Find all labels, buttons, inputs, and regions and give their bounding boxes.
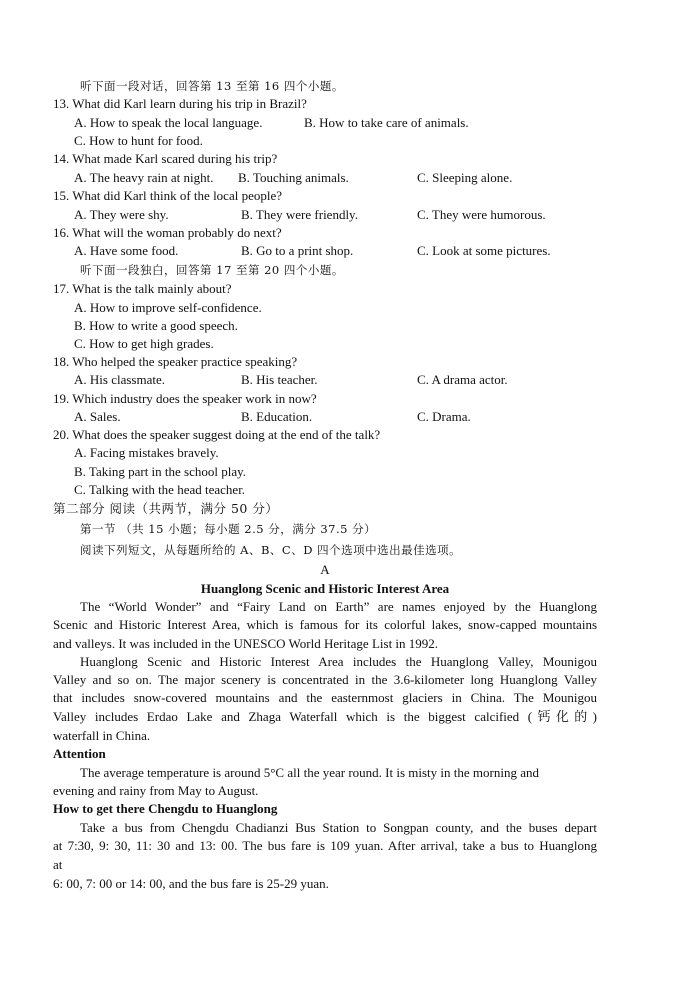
para2-line-4: Valley includes Erdao Lake and Zhaga Waterfall which is the biggest calcified (钙化的) — [53, 709, 597, 724]
attention-heading: Attention — [53, 746, 106, 761]
passage-letter: A — [320, 562, 330, 577]
question-17-option-c: C. How to get high grades. — [74, 336, 214, 351]
question-13-option-a: A. How to speak the local language. — [74, 115, 263, 130]
route-line-2: at 7:30, 9: 30, 11: 30 and 13: 00. The bus fare is 109 yuan. After arrival, take a bus to Huanglong — [53, 838, 597, 853]
question-14-stem: 14. What made Karl scared during his trip? — [53, 151, 278, 166]
question-19-option-b: B. Education. — [241, 409, 313, 424]
question-15-stem: 15. What did Karl think of the local people? — [53, 188, 282, 203]
question-20-option-a: A. Facing mistakes bravely. — [74, 445, 219, 460]
question-19-option-c: C. Drama. — [417, 409, 471, 424]
question-19-stem: 19. Which industry does the speaker work in now? — [53, 391, 317, 406]
route-heading: How to get there Chengdu to Huanglong — [53, 801, 278, 816]
question-20-option-b: B. Taking part in the school play. — [74, 464, 247, 479]
para2-line-2: Valley and so on. The major scenery is concentrated in the 3.6-kilometer long Huanglong Valley — [53, 672, 597, 687]
question-16-option-c: C. Look at some pictures. — [417, 243, 551, 258]
question-16-stem: 16. What will the woman probably do next? — [53, 225, 282, 240]
question-14-option-a: A. The heavy rain at night. — [74, 170, 214, 185]
question-19-option-a: A. Sales. — [74, 409, 121, 424]
question-18-option-a: A. His classmate. — [74, 372, 165, 387]
question-20-option-c: C. Talking with the head teacher. — [74, 482, 246, 497]
attention-line-2: evening and rainy from May to August. — [53, 783, 259, 798]
question-17-stem: 17. What is the talk mainly about? — [53, 281, 232, 296]
para2-line-1: Huanglong Scenic and Historic Interest Area includes the Huanglong Valley, Mounigou — [80, 654, 597, 669]
question-13-option-c: C. How to hunt for food. — [74, 133, 203, 148]
para1-line-1: The “World Wonder” and “Fairy Land on Earth” are names enjoyed by the Huanglong — [80, 599, 597, 614]
question-16-option-a: A. Have some food. — [74, 243, 179, 258]
reading-section-title: 第一节 （共 15 小题；每小题 2.5 分，满分 37.5 分） — [80, 522, 377, 536]
para2-line-5: waterfall in China. — [53, 728, 151, 743]
question-15-option-c: C. They were humorous. — [417, 207, 546, 222]
question-17-option-b: B. How to write a good speech. — [74, 318, 238, 333]
para1-line-3: and valleys. It was included in the UNESCO World Heritage List in 1992. — [53, 636, 439, 651]
question-13-stem: 13. What did Karl learn during his trip in Brazil? — [53, 96, 307, 111]
passage-title: Huanglong Scenic and Historic Interest Area — [200, 581, 450, 596]
route-line-4: 6: 00, 7: 00 or 14: 00, and the bus fare is 25-29 yuan. — [53, 876, 329, 891]
para2-line-3: that includes snow-covered mountains and the easternmost glaciers in China. The Mounigou — [53, 690, 597, 705]
question-18-option-c: C. A drama actor. — [417, 372, 508, 387]
reading-part-title: 第二部分 阅读（共两节，满分 50 分） — [53, 501, 279, 516]
question-14-option-c: C. Sleeping alone. — [417, 170, 513, 185]
question-17-option-a: A. How to improve self-confidence. — [74, 300, 262, 315]
question-14-option-b: B. Touching animals. — [238, 170, 349, 185]
listening-instruction-2: 听下面一段独白，回答第 17 至第 20 四个小题。 — [80, 263, 344, 277]
question-15-option-a: A. They were shy. — [74, 207, 169, 222]
question-18-option-b: B. His teacher. — [241, 372, 318, 387]
question-16-option-b: B. Go to a print shop. — [241, 243, 354, 258]
listening-instruction-1: 听下面一段对话，回答第 13 至第 16 四个小题。 — [80, 79, 344, 93]
question-18-stem: 18. Who helped the speaker practice speaking? — [53, 354, 298, 369]
para1-line-2: Scenic and Historic Interest Area, which is famous for its colorful lakes, snow-capped mountains — [53, 617, 597, 632]
route-line-3: at — [53, 857, 63, 872]
attention-line-1: The average temperature is around 5°C all the year round. It is misty in the morning and — [80, 765, 539, 780]
question-15-option-b: B. They were friendly. — [241, 207, 358, 222]
reading-instruction: 阅读下列短文，从每题所给的 A、B、C、D 四个选项中选出最佳选项。 — [80, 543, 462, 557]
route-line-1: Take a bus from Chengdu Chadianzi Bus Station to Songpan county, and the buses depart — [80, 820, 597, 835]
question-20-stem: 20. What does the speaker suggest doing at the end of the talk? — [53, 427, 381, 442]
question-13-option-b: B. How to take care of animals. — [304, 115, 469, 130]
